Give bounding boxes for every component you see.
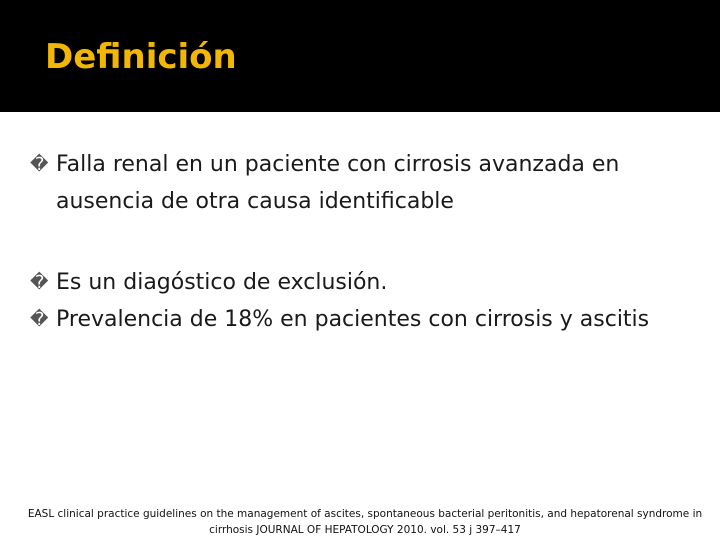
- slide-title: Definición: [45, 37, 237, 77]
- bullet-text-exclusion: Es un diagóstico de exclusión.: [56, 270, 388, 295]
- bullet-marker-icon: �: [30, 309, 49, 330]
- bullet-spacer: [30, 220, 680, 264]
- slide-content: [30, 146, 680, 338]
- bullet-item-prevalence: [30, 301, 680, 338]
- bullet-text-prevalence: Prevalencia de 18% en pacientes con cirrosis y ascitis: [56, 307, 650, 332]
- bullet-text-definition: Falla renal en un paciente con cirrosis avanzada en ausencia de otra causa identificable: [56, 152, 620, 214]
- bullet-item-exclusion: [30, 264, 680, 301]
- citation-reference: EASL clinical practice guidelines on the management of ascites, spontaneous bacterial peritonitis, and hepatorenal syndrome in cirrhosis JOURNAL OF HEPATOLOGY 2010. vol. 53 j 397–417: [27, 508, 703, 536]
- bullet-marker-icon: �: [30, 154, 49, 175]
- bullet-marker-icon: �: [30, 272, 49, 293]
- bullet-item-definition: [30, 146, 680, 220]
